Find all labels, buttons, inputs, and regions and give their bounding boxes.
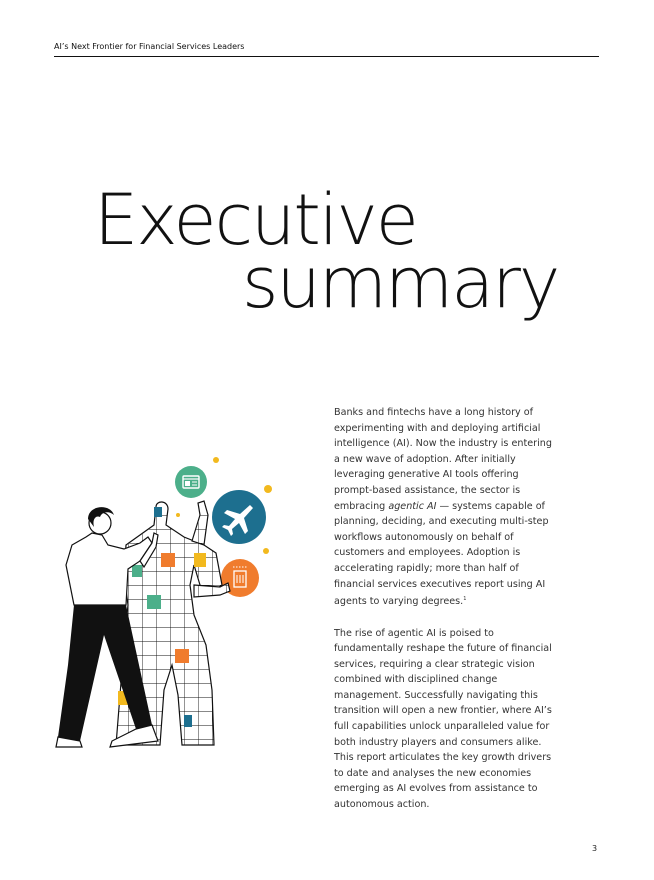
running-header-title: AI’s Next Frontier for Financial Services Leaders xyxy=(54,42,245,51)
airplane-icon xyxy=(212,490,266,544)
page-title-line-2: summary xyxy=(242,242,559,324)
page-number: 3 xyxy=(592,844,598,853)
running-header xyxy=(54,42,599,57)
paragraph-1-text-a: Banks and fintechs have a long history of experimenting with and deploying artificial intelligence (AI). Now the industry is entering a new wave of adoption. After initially leveraging generative AI tools offering prompt-based assistance, the sector is embracing xyxy=(334,407,552,512)
illustration-person-and-ai-figure xyxy=(44,445,284,755)
paragraph-1-emphasis: agentic AI xyxy=(388,500,437,512)
footnote-marker[interactable]: 1 xyxy=(463,596,467,603)
page-title-line-1: Executive xyxy=(94,179,417,261)
paragraph-1-text-b: — systems capable of planning, deciding, and executing multi-step workflows autonomously on behalf of customers and employees. Adoption is accelerating rapidly; more than half of financial services executives report using AI agents to varying degrees. xyxy=(334,500,549,608)
paragraph-2: The rise of agentic AI is poised to fundamentally reshape the future of financial services, requiring a clear strategic vision combined with disciplined change management. Successfully navigating this transition will open a new frontier, where AI’s full capabilities unlock unparalleled value for both industry players and consumers alike. This report articulates the key growth drivers to date and analyses the new economies emerging as AI evolves from assistance to autonomous action. xyxy=(334,627,552,811)
body-text xyxy=(334,405,560,828)
paragraph-1 xyxy=(334,405,560,610)
browser-window-icon xyxy=(175,466,207,498)
